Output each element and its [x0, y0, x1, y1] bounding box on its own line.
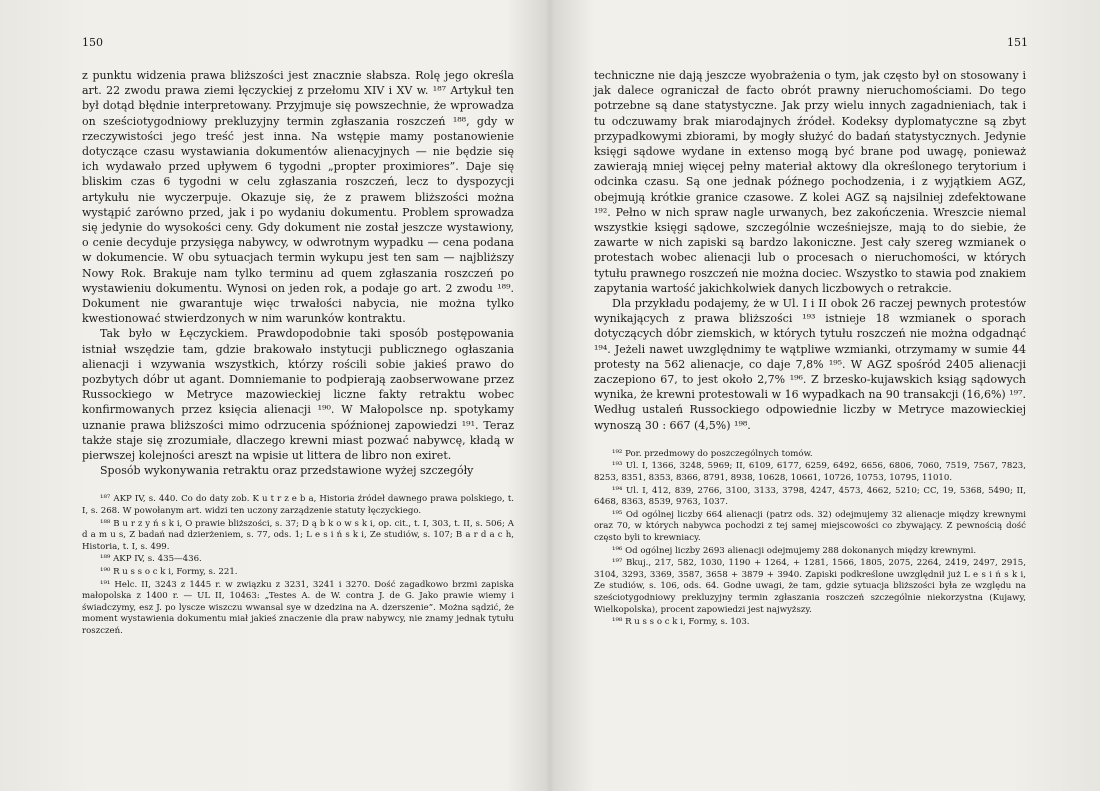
body-text	[594, 68, 1026, 433]
footnote: ¹⁸⁹ AKP IV, s. 435—436.	[100, 554, 202, 565]
footnote: ¹⁹² Por. przedmowy do poszczególnych tomów.	[612, 448, 813, 459]
paragraph: Dla przykładu podajemy, że w Ul. I i II obok 26 raczej pewnych protestów wynikających z prawa bliższości ¹⁹³ istnieje 18 wzmianek o sporach dotyczących dóbr ziemskich, w których tytułu roszczeń nie można odgadnąć ¹⁹⁴. Jeżeli nawet uwzględnimy te wątpliwe wzmianki, otrzymamy w sumie 44 protesty na 562 alienacje, co daje 7,8% ¹⁹⁵. W AGZ spośród 2405 alienacji zaczepiono 67, to jest około 2,7% ¹⁹⁶. Z brzesko-kujawskich ksiąg sądowych wynika, że krewni protestowali w 16 wypadkach na 90 transakcji (16,6%) ¹⁹⁷. Według ustaleń Russockiego odpowiednie liczby w Metryce mazowieckiej wynoszą 30 : 667 (4,5%) ¹⁹⁸.	[594, 297, 1026, 432]
footnotes	[594, 449, 1026, 629]
body-text	[82, 68, 514, 478]
footnote: ¹⁹⁶ Od ogólnej liczby 2693 alienacji odejmujemy 288 dokonanych między krewnymi.	[612, 545, 977, 556]
page-number: 151	[1007, 36, 1028, 49]
paragraph: Sposób wykonywania retraktu oraz przedstawione wyżej szczegóły	[100, 464, 474, 478]
right-page	[550, 0, 1100, 791]
paragraph: Tak było w Łęczyckiem. Prawdopodobnie taki sposób postępowania istniał wszędzie tam, gdzie brakowało instytucji publicznego ogłaszania alienacji i wzywania wszystkich, którzy rościli sobie jakieś prawo do pozbytych dóbr ut agant. Domniemanie to podpierają zaobserwowane przez Russockiego w Metryce mazowieckiej liczne fakty retraktu wobec konfirmowanych przez księcia alienacji ¹⁹⁰. W Małopolsce np. spotykamy uznanie prawa bliższości mimo odrzucenia spóźnionej zapowiedzi ¹⁹¹. Teraz także staje się zrozumiałe, dlaczego krewni miast pozwać nabywcę, kładą w pierwszej kolejności areszt na wpisie ut littera de libro non exiret.	[82, 327, 514, 463]
footnote: ¹⁹³ Ul. I, 1366, 3248, 5969; II, 6109, 6177, 6259, 6492, 6656, 6806, 7060, 7519, 7567, 7823, 8253, 8351, 8353, 8366, 8791, 8938, 10628, 10661, 10726, 10753, 10795, 11010.	[594, 461, 1026, 484]
footnote: ¹⁹⁷ Bkuj., 217, 582, 1030, 1190 + 1264, + 1281, 1566, 1805, 2075, 2264, 2419, 2497, 2915, 3104, 3293, 3369, 3587, 3658 + 3879 + 3940. Zapiski podkreślone uwzględnił już L e s i ń s k i, Ze studiów, s. 106, ods. 64. Godne uwagi, że tam, gdzie sytuacja bliższości była ze względu na sześciotygodniowy prekluzyjny termin zgłaszania roszczeń szczególnie niekorzystna (Kujawy, Wielkopolska), procent zapowiedzi jest najwyższy.	[594, 558, 1026, 615]
footnote: ¹⁸⁷ AKP IV, s. 440. Co do daty zob. K u t r z e b a, Historia źródeł dawnego prawa polskiego, t. I, s. 268. W powołanym art. widzi ten uczony zarządzenie statuty łęczyckiego.	[82, 494, 514, 517]
footnote: ¹⁹⁴ Ul. I, 412, 839, 2766, 3100, 3133, 3798, 4247, 4573, 4662, 5210; CC, 19, 5368, 5490; II, 6468, 8363, 8539, 9763, 1037.	[594, 485, 1026, 508]
footnote: ¹⁹⁵ Od ogólnej liczby 664 alienacji (patrz ods. 32) odejmujemy 32 alienacje między krewnymi oraz 70, w których nabywca pochodzi z tej samej miejscowości co zbywający. Z pewnością dość często byli to krewniacy.	[594, 509, 1026, 544]
footnote: ¹⁹⁸ R u s s o c k i, Formy, s. 103.	[612, 617, 750, 628]
text-column	[82, 68, 514, 639]
footnote: ¹⁹⁰ R u s s o c k i, Formy, s. 221.	[100, 567, 238, 578]
paragraph: z punktu widzenia prawa bliższości jest znacznie słabsza. Rolę jego określa art. 22 zwodu prawa ziemi łęczyckiej z przełomu XIV i XV w. ¹⁸⁷ Artykuł ten był dotąd błędnie interpretowany. Przyjmuje się powszechnie, że wprowadza on sześciotygodniowy prekluzyjny termin zgłaszania roszczeń ¹⁸⁸, gdy w rzeczywistości jego treść jest inna. Na wstępie mamy postanowienie dotyczące czasu wystawiania dokumentów alienacyjnych — nie będzie się ich wydawało przed upływem 6 tygodni „propter proximiores”. Daje się bliskim czas 6 tygodni w celu zgłaszania roszczeń, lecz to dyspozycji artykułu nie wyczerpuje. Okazuje się, że z prawem bliższości można wystąpić zarówno przed, jak i po wydaniu dokumentu. Problem sprowadza się jedynie do wysokości ceny. Gdy dokument nie został jeszcze wystawiony, o cenie decyduje przysięga nabywcy, w odwrotnym wypadku — cena podana w dokumencie. W obu sytuacjach termin wykupu jest ten sam — najbliższy Nowy Rok. Brakuje nam tylko terminu ad quem zgłaszania roszczeń po wystawieniu dokumentu. Wynosi on jeden rok, a podaje go art. 2 zwodu ¹⁸⁹. Dokument nie gwarantuje więc trwałości nabycia, nie można tylko kwestionować stwierdzonych w nim warunków kontraktu.	[82, 69, 514, 326]
text-column	[594, 68, 1026, 630]
paragraph: techniczne nie dają jeszcze wyobrażenia o tym, jak często był on stosowany i jak dalece ograniczał de facto obrót prawny nieruchomościami. Do tego potrzebne są dane statystyczne. Jak przy wielu innych zagadnieniach, tak i tu odczuwamy brak miarodajnych źródeł. Kodeksy dyplomatyczne są zbyt przypadkowymi zbiorami, by mogły służyć do badań statystycznych. Jedynie księgi sądowe wydane in extenso mogą być brane pod uwagę, ponieważ zawierają mniej więcej pełny materiał aktowy dla określonego terytorium i odcinka czasu. Są one jednak późnego pochodzenia, i z wyjątkiem AGZ, obejmują krótkie granice czasowe. Z kolei AGZ są najsilniej zdefektowane ¹⁹². Pełno w nich spraw nagle urwanych, bez zakończenia. Wreszcie niemal wszystkie księgi sądowe, szczególnie wcześniejsze, mają to do siebie, że zawarte w nich zapiski są bardzo lakoniczne. Jest cały szereg wzmianek o protestach wobec alienacji lub o procesach o nieruchomości, w których tytułu prawnego roszczeń nie można dociec. Wszystko to stawia pod znakiem zapytania wartość jakichkolwiek danych liczbowych o retrakcie.	[594, 69, 1027, 295]
page-number: 150	[82, 36, 103, 49]
footnotes	[82, 494, 514, 637]
footnote: ¹⁸⁸ B u r z y ń s k i, O prawie bliższości, s. 37; D ą b k o w s k i, op. cit., t. I, 303, t. II, s. 506; A d a m u s, Z badań nad dzierżeniem, s. 77, ods. 1; L e s i ń s k i, Ze studiów, s. 107; B a r d a c h, Historia, t. I, s. 499.	[82, 518, 514, 552]
footnote: ¹⁹¹ Helc. II, 3243 z 1445 r. w związku z 3231, 3241 i 3270. Dość zagadkowo brzmi zapiska małopolska z 1400 r. — UL II, 10463: „Testes A. de W. contra J. de G. Jako prawie wiemy i świadczymy, esz J. po lyscze wiszczu wwansal sye w dzedzina na A. dzerszenie”. Można sądzić, że moment wystawienia dokumentu miał jakieś znaczenie dla praw nabywcy, nie znamy jednak tytułu roszczeń.	[82, 579, 514, 637]
